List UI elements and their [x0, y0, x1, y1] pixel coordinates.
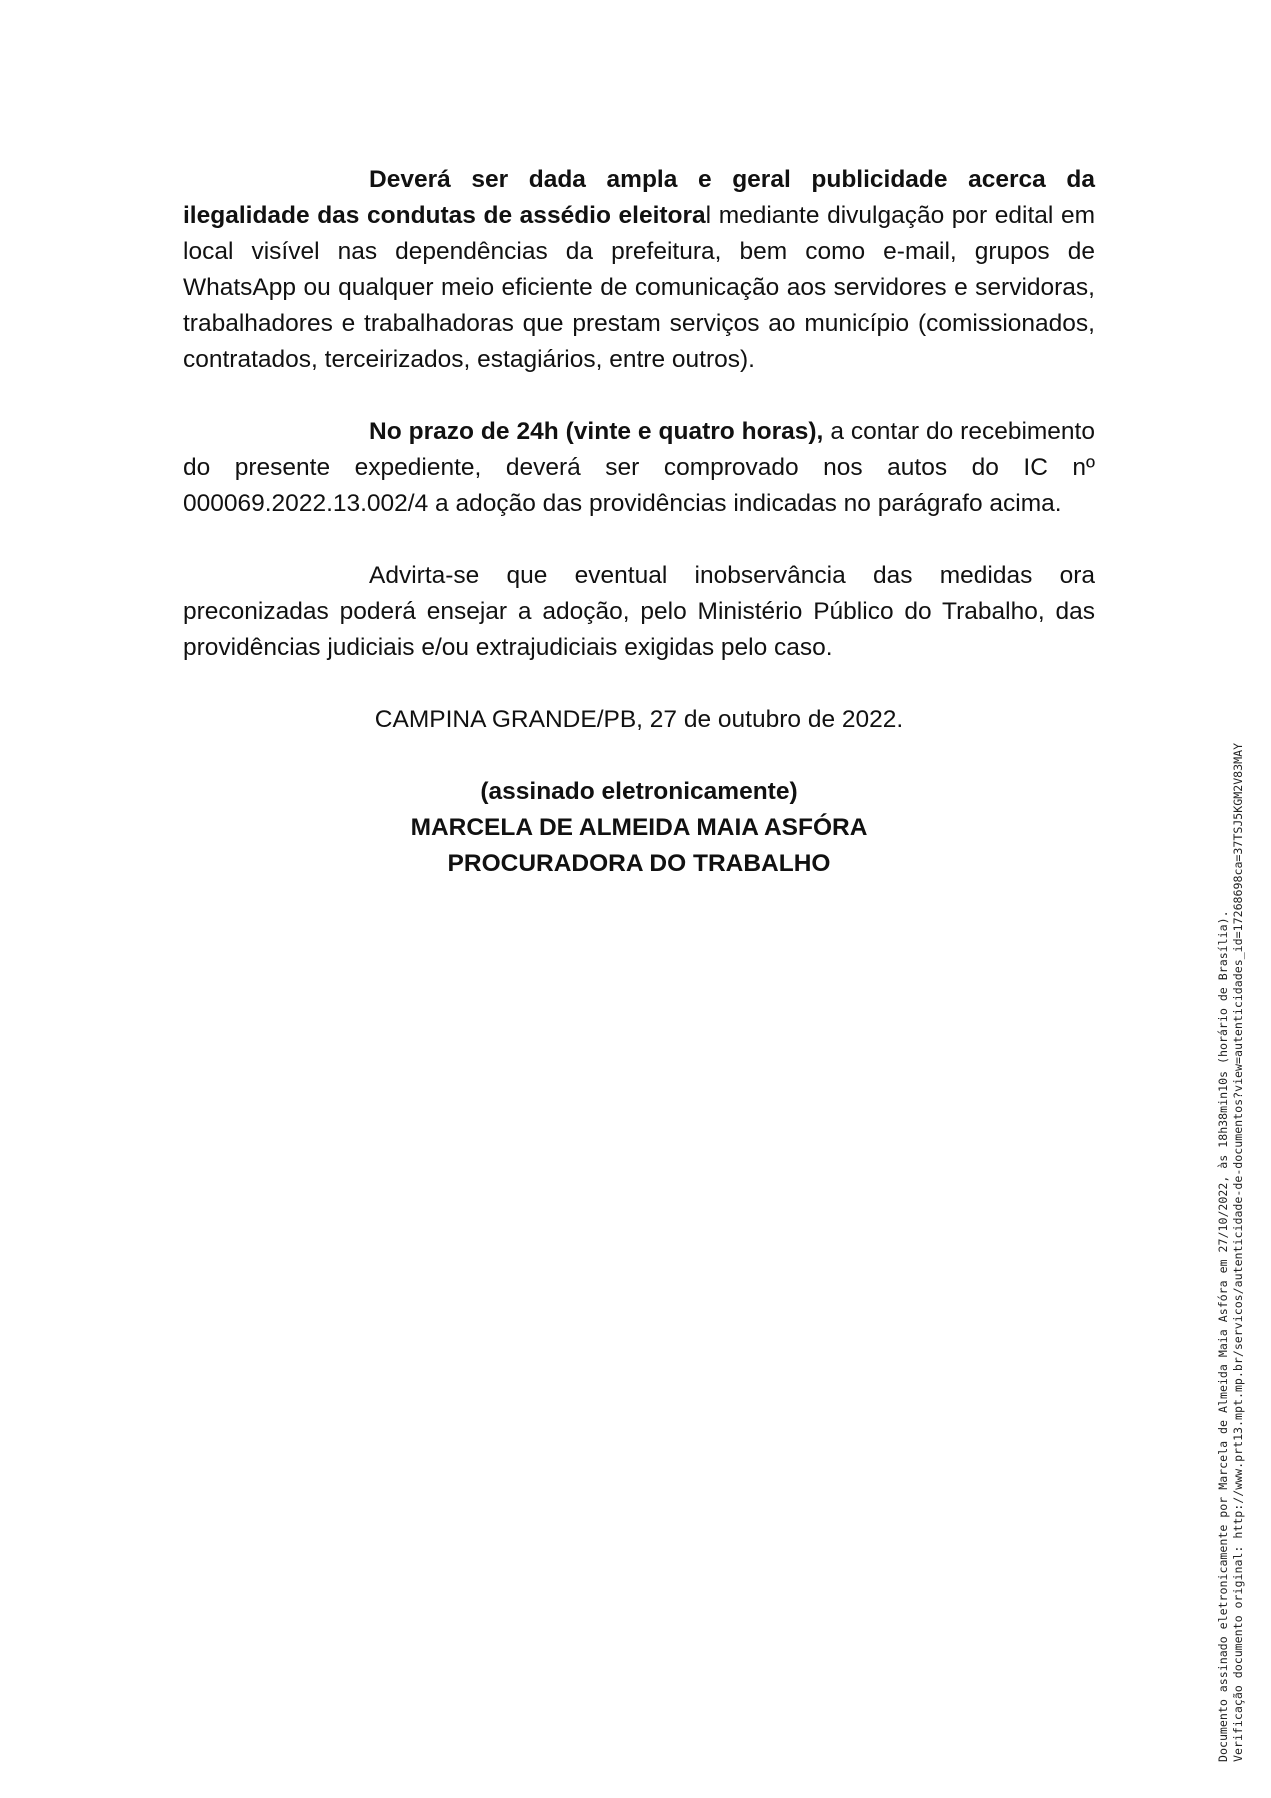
paragraph-warning [183, 558, 1095, 666]
paragraph-publicity-bold: Deverá ser dada ampla e geral publicidade acerca da ilegalidade das condutas de assédio eleitora [183, 166, 1095, 229]
paragraph-publicity-text: l mediante divulgação por edital em local visível nas dependências da prefeitura, bem como e-mail, grupos de WhatsApp ou qualquer meio eficiente de comunicação aos servidores e servidoras, trabalhadores e trabalhadoras que prestam serviços ao município (comissionados, contratados, terceirizados, estagiários, entre outros). [183, 202, 1095, 373]
paragraph-deadline-bold: No prazo de 24h (vinte e quatro horas), [369, 418, 824, 445]
electronic-signature-stamp [1216, 743, 1246, 1762]
signature-note: (assinado eletronicamente) [480, 778, 798, 805]
signature-role: PROCURADORA DO TRABALHO [447, 850, 831, 877]
stamp-line-signed: Documento assinado eletronicamente por Marcela de Almeida Maia Asfóra em 27/10/2022, às 18h38min10s (horário de Brasília). [1216, 910, 1230, 1762]
paragraph-deadline [183, 414, 1095, 522]
signature-name: MARCELA DE ALMEIDA MAIA ASFÓRA [410, 814, 868, 841]
stamp-line-verification: Verificação documento original: http://www.prt13.mpt.mp.br/servicos/autenticidade-de-documentos?view=autenticidades_id=17268698ca=37TSJ5KGM2V83MAY [1231, 742, 1245, 1762]
paragraph-warning-text: Advirta-se que eventual inobservância das medidas ora preconizadas poderá ensejar a adoção, pelo Ministério Público do Trabalho, das providências judiciais e/ou extrajudiciais exigidas pelo caso. [183, 562, 1095, 661]
paragraph-publicity [183, 162, 1095, 378]
date-line: CAMPINA GRANDE/PB, 27 de outubro de 2022. [374, 706, 904, 733]
document-body [183, 162, 1095, 882]
signature-block [183, 774, 1095, 882]
paragraph-deadline-text: a contar do recebimento do presente expediente, deverá ser comprovado nos autos do IC nº 000069.2022.13.002/4 a adoção das providências indicadas no parágrafo acima. [183, 418, 1095, 517]
